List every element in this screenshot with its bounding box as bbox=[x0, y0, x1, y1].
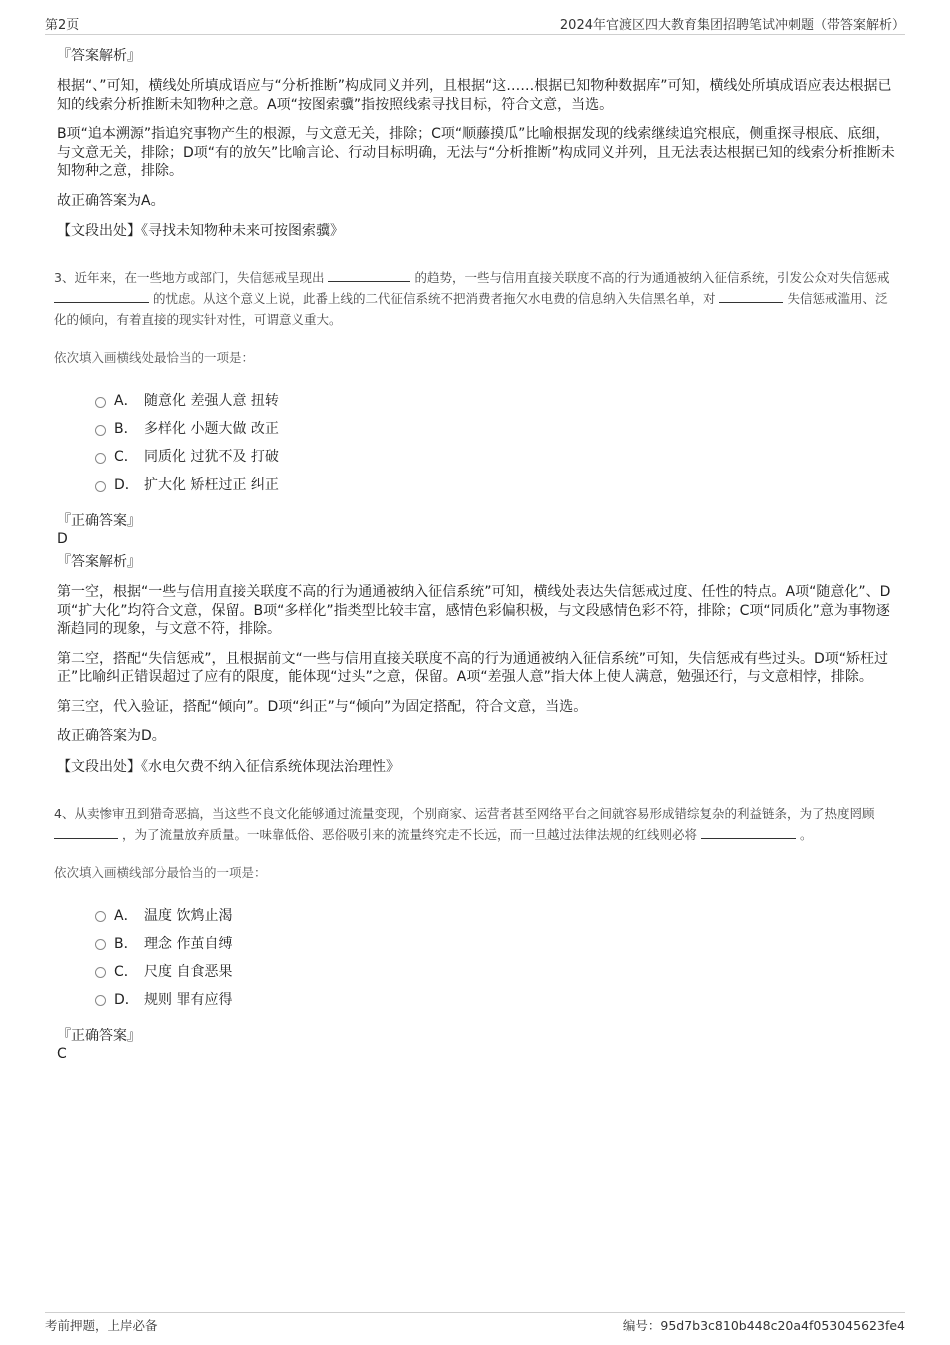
radio-button[interactable] bbox=[95, 911, 106, 922]
question-3-options bbox=[95, 386, 895, 498]
page-footer bbox=[45, 1312, 905, 1333]
analysis-conclusion: 故正确答案为A。 bbox=[57, 192, 165, 209]
text-source: 【文段出处】《寻找未知物种未来可按图索骥》 bbox=[57, 223, 344, 239]
radio-button[interactable] bbox=[95, 967, 106, 978]
question-4-text: 4、从卖惨审丑到猎奇恶搞，当这些不良文化能够通过流量变现，个别商家、运营者甚至网络平台之间就容易形成错综复杂的利益链条，为了热度罔顾 ，为了流量放弃质量。一味靠低俗、恶俗吸引来的流量终究走不长远，而一旦越过法律法规的红线则必将 。 bbox=[54, 805, 875, 842]
radio-button[interactable] bbox=[95, 995, 106, 1006]
fill-blank bbox=[328, 267, 410, 282]
fill-blank bbox=[701, 824, 796, 839]
document-code: 编号：95d7b3c810b448c20a4f053045623fe4 bbox=[622, 1318, 905, 1333]
page-header bbox=[45, 14, 905, 35]
option-a[interactable]: A． 温度 饮鸩止渴 bbox=[95, 901, 895, 929]
radio-button[interactable] bbox=[95, 481, 106, 492]
option-b[interactable]: B． 多样化 小题大做 改正 bbox=[95, 414, 895, 442]
option-d[interactable]: D． 规则 罪有应得 bbox=[95, 985, 895, 1013]
question-prompt: 依次填入画横线部分最恰当的一项是： bbox=[54, 864, 267, 880]
question-3-text: 3、近年来，在一些地方或部门，失信惩戒呈现出 的趋势，一些与信用直接关联度不高的行为通通被纳入征信系统，引发公众对失信惩戒 的忧虑。从这个意义上说，此番上线的二代征信系统不把消费者拖欠水电费的信息纳入失信黑名单，对 失信惩戒滥用、泛化的倾向，有着直接的现实针对性，可谓意义重大。 bbox=[54, 267, 895, 330]
page-content bbox=[54, 46, 895, 1067]
analysis-paragraph: 根据“、”可知，横线处所填成语应与“分析推断”构成同义并列，且根据“这……根据已知物种数据库”可知，横线处所填成语应表达根据已知的线索分析推断未知物种之意。A项“按图索骥”指按照线索寻找目标，符合文意，当选。 bbox=[57, 78, 892, 113]
fill-blank bbox=[54, 288, 149, 303]
question-prompt: 依次填入画横线处最恰当的一项是： bbox=[54, 350, 255, 365]
fill-blank bbox=[54, 824, 118, 839]
option-a[interactable]: A． 随意化 差强人意 扭转 bbox=[95, 386, 895, 414]
radio-button[interactable] bbox=[95, 397, 106, 408]
correct-answer: D bbox=[57, 531, 68, 547]
option-d[interactable]: D． 扩大化 矫枉过正 纠正 bbox=[95, 470, 895, 498]
correct-answer: C bbox=[57, 1045, 67, 1062]
radio-button[interactable] bbox=[95, 425, 106, 436]
footer-slogan: 考前押题，上岸必备 bbox=[45, 1318, 158, 1333]
option-c[interactable]: C． 尺度 自食恶果 bbox=[95, 957, 895, 985]
option-c[interactable]: C． 同质化 过犹不及 打破 bbox=[95, 442, 895, 470]
page-number: 第2页 bbox=[45, 18, 80, 33]
analysis-label: 『答案解析』 bbox=[57, 554, 141, 570]
analysis-paragraph: B项“追本溯源”指追究事物产生的根源，与文意无关，排除；C项“顺藤摸瓜”比喻根据发现的线索继续追究根底，侧重探寻根底、底细，与文意无关，排除；D项“有的放矢”比喻言论、行动目标明确，无法与“分析推断”构成同义并列，且无法表达根据已知的线索分析推断未知物种之意，排除。 bbox=[57, 126, 895, 179]
radio-button[interactable] bbox=[95, 939, 106, 950]
correct-answer-label: 『正确答案』 bbox=[57, 1027, 141, 1044]
fill-blank bbox=[719, 288, 783, 303]
document-title: 2024年官渡区四大教育集团招聘笔试冲刺题（带答案解析） bbox=[559, 18, 905, 33]
analysis-paragraph: 第一空，根据“一些与信用直接关联度不高的行为通通被纳入征信系统”可知，横线处表达失信惩戒过度、任性的特点。A项“随意化”、D项“扩大化”均符合文意，保留。B项“多样化”指类型比较丰富，感情色彩偏积极，与文段感情色彩不符，排除；C项“同质化”意为事物逐渐趋同的现象，与文意不符，排除。 bbox=[57, 584, 891, 637]
text-source: 【文段出处】《水电欠费不纳入征信系统体现法治理性》 bbox=[57, 758, 400, 775]
question-4-options bbox=[95, 901, 895, 1013]
radio-button[interactable] bbox=[95, 453, 106, 464]
option-b[interactable]: B． 理念 作茧自缚 bbox=[95, 929, 895, 957]
analysis-paragraph: 第三空，代入验证，搭配“倾向”。D项“纠正”与“倾向”为固定搭配，符合文意，当选。 bbox=[57, 698, 588, 715]
analysis-conclusion: 故正确答案为D。 bbox=[57, 728, 166, 744]
analysis-label: 『答案解析』 bbox=[57, 48, 141, 64]
correct-answer-label: 『正确答案』 bbox=[57, 513, 141, 529]
analysis-paragraph: 第二空，搭配“失信惩戒”，且根据前文“一些与信用直接关联度不高的行为通通被纳入征信系统”可知，失信惩戒有些过头。D项“矫枉过正”比喻纠正错误超过了应有的限度，能体现“过头”之意，保留。A项“差强人意”指大体上使人满意，勉强还行，与文意相悖，排除。 bbox=[57, 650, 889, 685]
